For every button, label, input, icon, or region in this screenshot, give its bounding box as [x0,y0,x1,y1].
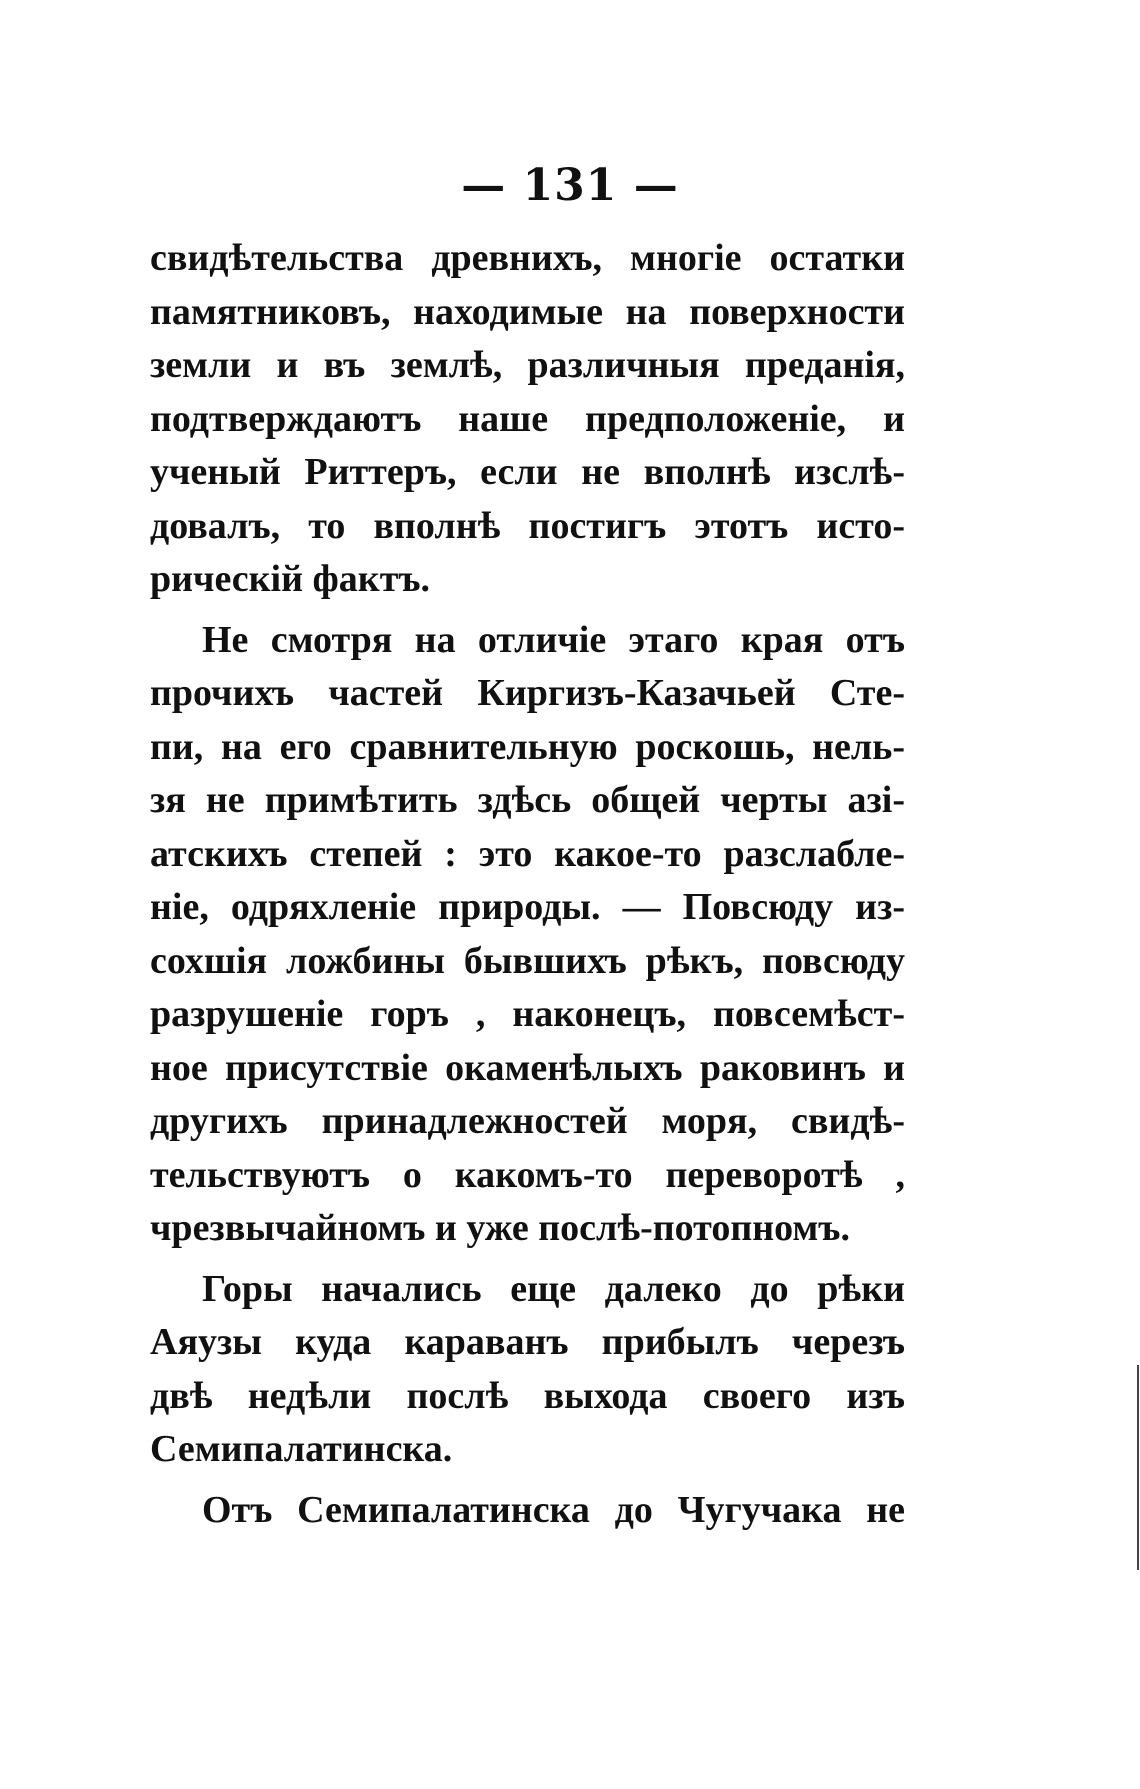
text-line: Отъ Семипалатинска до Чугучака не [202,1488,905,1531]
paragraph-3 [150,1263,905,1477]
text-line: ніе, одряхленіе природы. — Повсюду из- [150,886,905,928]
text-line: ное присутствіе окаменѣлыхъ раковинъ и [150,1046,905,1089]
text-line: довалъ, то вполнѣ постигъ этотъ исто- [150,504,905,547]
text-line: Семипалатинска. [150,1428,453,1470]
text-line: Горы начались еще далеко до рѣки [202,1267,905,1310]
paragraph-4 [150,1484,905,1538]
text-line: пи, на его сравнительную роскошь, нель- [150,725,905,768]
text-line: разрушеніе горъ , наконецъ, повсемѣст- [150,993,905,1035]
text-line: другихъ принадлежностей моря, свидѣ- [150,1100,905,1142]
paragraph-1 [150,232,905,607]
text-line: чрезвычайномъ и уже послѣ-потопномъ. [150,1207,850,1249]
page-edge-line [1137,1365,1139,1570]
body-text [150,232,905,1537]
text-line: подтверждаютъ наше предположеніе, и [150,397,905,440]
text-line: Не смотря на отличіе этаго края отъ [202,618,905,661]
text-line: двѣ недѣли послѣ выхода своего изъ [150,1374,905,1417]
page-number: — 131 — [461,160,679,211]
text-line: Аяузы куда караванъ прибылъ черезъ [150,1321,905,1363]
text-line: зя не примѣтить здѣсь общей черты азі- [150,779,905,821]
text-line: прочихъ частей Киргизъ-Казачьей Сте- [150,672,905,714]
text-line: свидѣтельства древнихъ, многіе остатки [150,237,905,279]
text-line: рическій фактъ. [150,558,431,600]
text-line: земли и въ землѣ, различныя преданія, [150,344,905,386]
text-line: ученый Риттеръ, если не вполнѣ изслѣ- [150,451,905,493]
text-line: тельствуютъ о какомъ-то переворотѣ , [150,1153,905,1196]
paragraph-2 [150,614,905,1256]
text-line: сохшія ложбины бывшихъ рѣкъ, повсюду [150,939,905,982]
text-line: памятниковъ, находимые на поверхности [150,290,905,333]
text-line: атскихъ степей : это какое-то разслабле- [150,832,905,875]
